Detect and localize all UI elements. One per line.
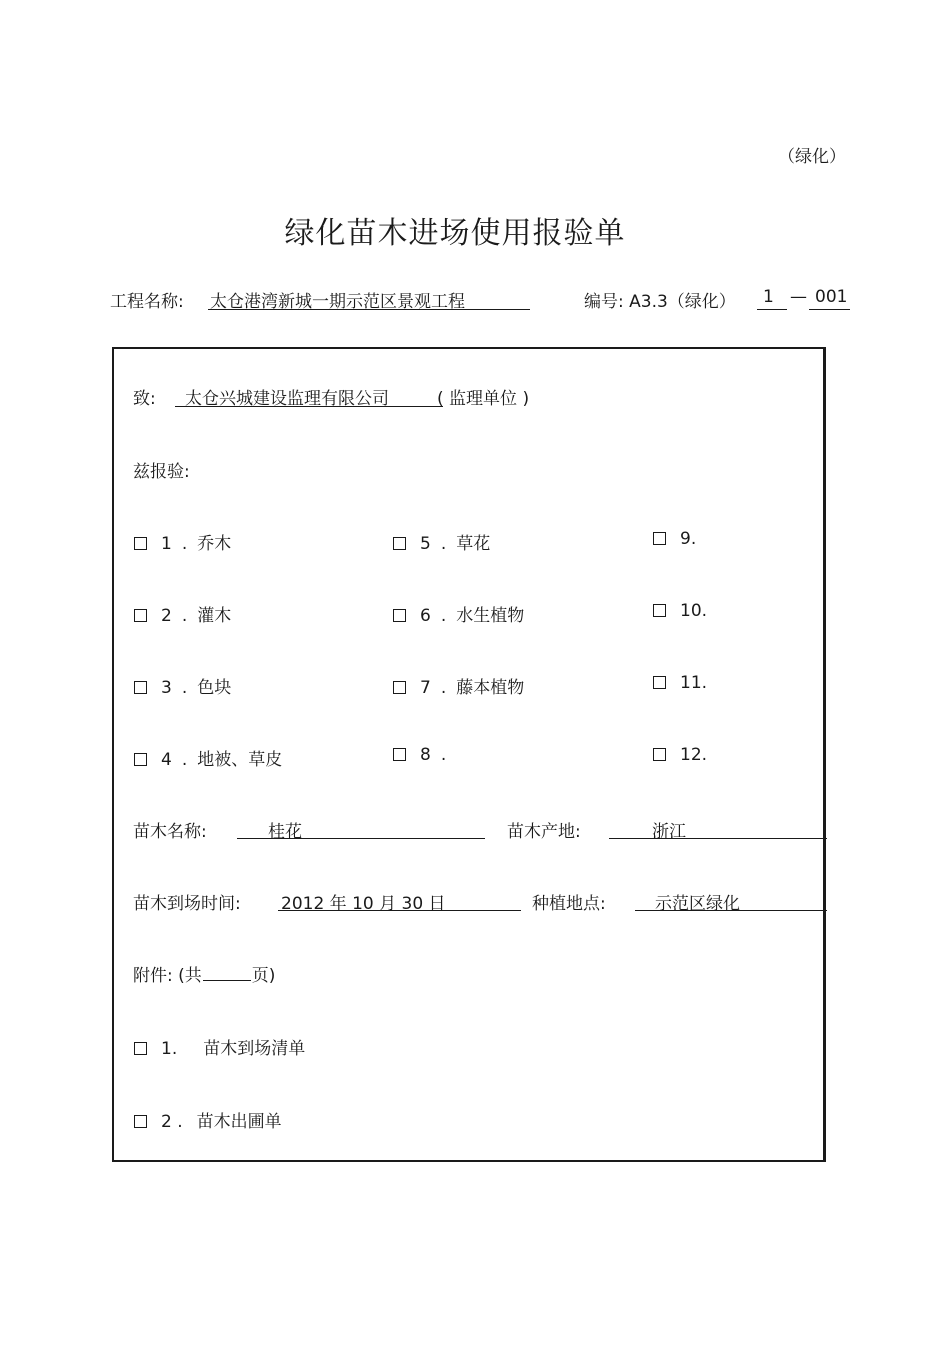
attachment-count-blank[interactable] [203,980,251,981]
check-item[interactable]: 5 . 草花 [393,529,490,554]
check-item[interactable]: 7 . 藤本植物 [393,673,524,698]
checkbox[interactable] [393,537,406,550]
hereby-label: 兹报验: [133,462,190,482]
form-title: 绿化苗木进场使用报验单 [284,216,626,251]
project-name-value[interactable]: 太仓港湾新城一期示范区景观工程 [210,292,465,312]
planting-underline [635,910,827,911]
checkbox[interactable] [134,537,147,550]
check-item[interactable]: 9. [653,529,696,549]
checkbox[interactable] [653,532,666,545]
code-label: 编号: A3.3（绿化） [584,292,736,312]
arrival-value[interactable]: 2012 年 10 月 30 日 [281,894,446,914]
project-name-underline [208,309,530,310]
planting-value[interactable]: 示范区绿化 [655,894,740,914]
origin-value[interactable]: 浙江 [652,822,686,842]
arrival-label: 苗木到场时间: [133,894,241,914]
code-dash: — [790,287,807,307]
check-item[interactable]: 6 . 水生植物 [393,601,524,626]
seedling-name-underline [237,838,485,839]
checkbox[interactable] [393,609,406,622]
seedling-name-label: 苗木名称: [133,822,207,842]
checkbox[interactable] [393,748,406,761]
check-item[interactable]: 12. [653,745,707,765]
code-part2[interactable]: 001 [815,287,848,307]
checkbox[interactable] [134,753,147,766]
check-item[interactable]: 4 . 地被、草皮 [134,745,282,770]
checkbox[interactable] [393,681,406,694]
origin-underline [609,838,827,839]
to-suffix: ( 监理单位 ) [437,389,530,409]
origin-label: 苗木产地: [507,822,581,842]
code-part1-underline [757,309,787,310]
attachment-count-line: 附件: (共 页) [133,966,276,986]
to-underline [175,406,443,407]
check-item[interactable]: 11. [653,673,707,693]
checkbox[interactable] [653,604,666,617]
check-item[interactable]: 3 . 色块 [134,673,231,698]
checkbox[interactable] [653,748,666,761]
check-item[interactable]: 10. [653,601,707,621]
checkbox[interactable] [134,681,147,694]
code-part1[interactable]: 1 [763,287,774,307]
code-part2-underline [809,309,850,310]
checkbox[interactable] [134,1115,147,1128]
to-label: 致: [133,389,156,409]
checkbox[interactable] [134,1042,147,1055]
checkbox[interactable] [134,609,147,622]
attachment-item[interactable]: 1. 苗木到场清单 [134,1034,305,1059]
attachment-item[interactable]: 2 . 苗木出圃单 [134,1107,282,1132]
check-item[interactable]: 1 . 乔木 [134,529,231,554]
arrival-underline [278,910,521,911]
planting-label: 种植地点: [532,894,606,914]
to-value[interactable]: 太仓兴城建设监理有限公司 [185,389,389,409]
check-item[interactable]: 2 . 灌木 [134,601,231,626]
check-item[interactable]: 8 . [393,745,456,765]
project-name-label: 工程名称: [110,292,184,312]
seedling-name-value[interactable]: 桂花 [268,822,302,842]
checkbox[interactable] [653,676,666,689]
category-tag: （绿化） [778,147,846,167]
